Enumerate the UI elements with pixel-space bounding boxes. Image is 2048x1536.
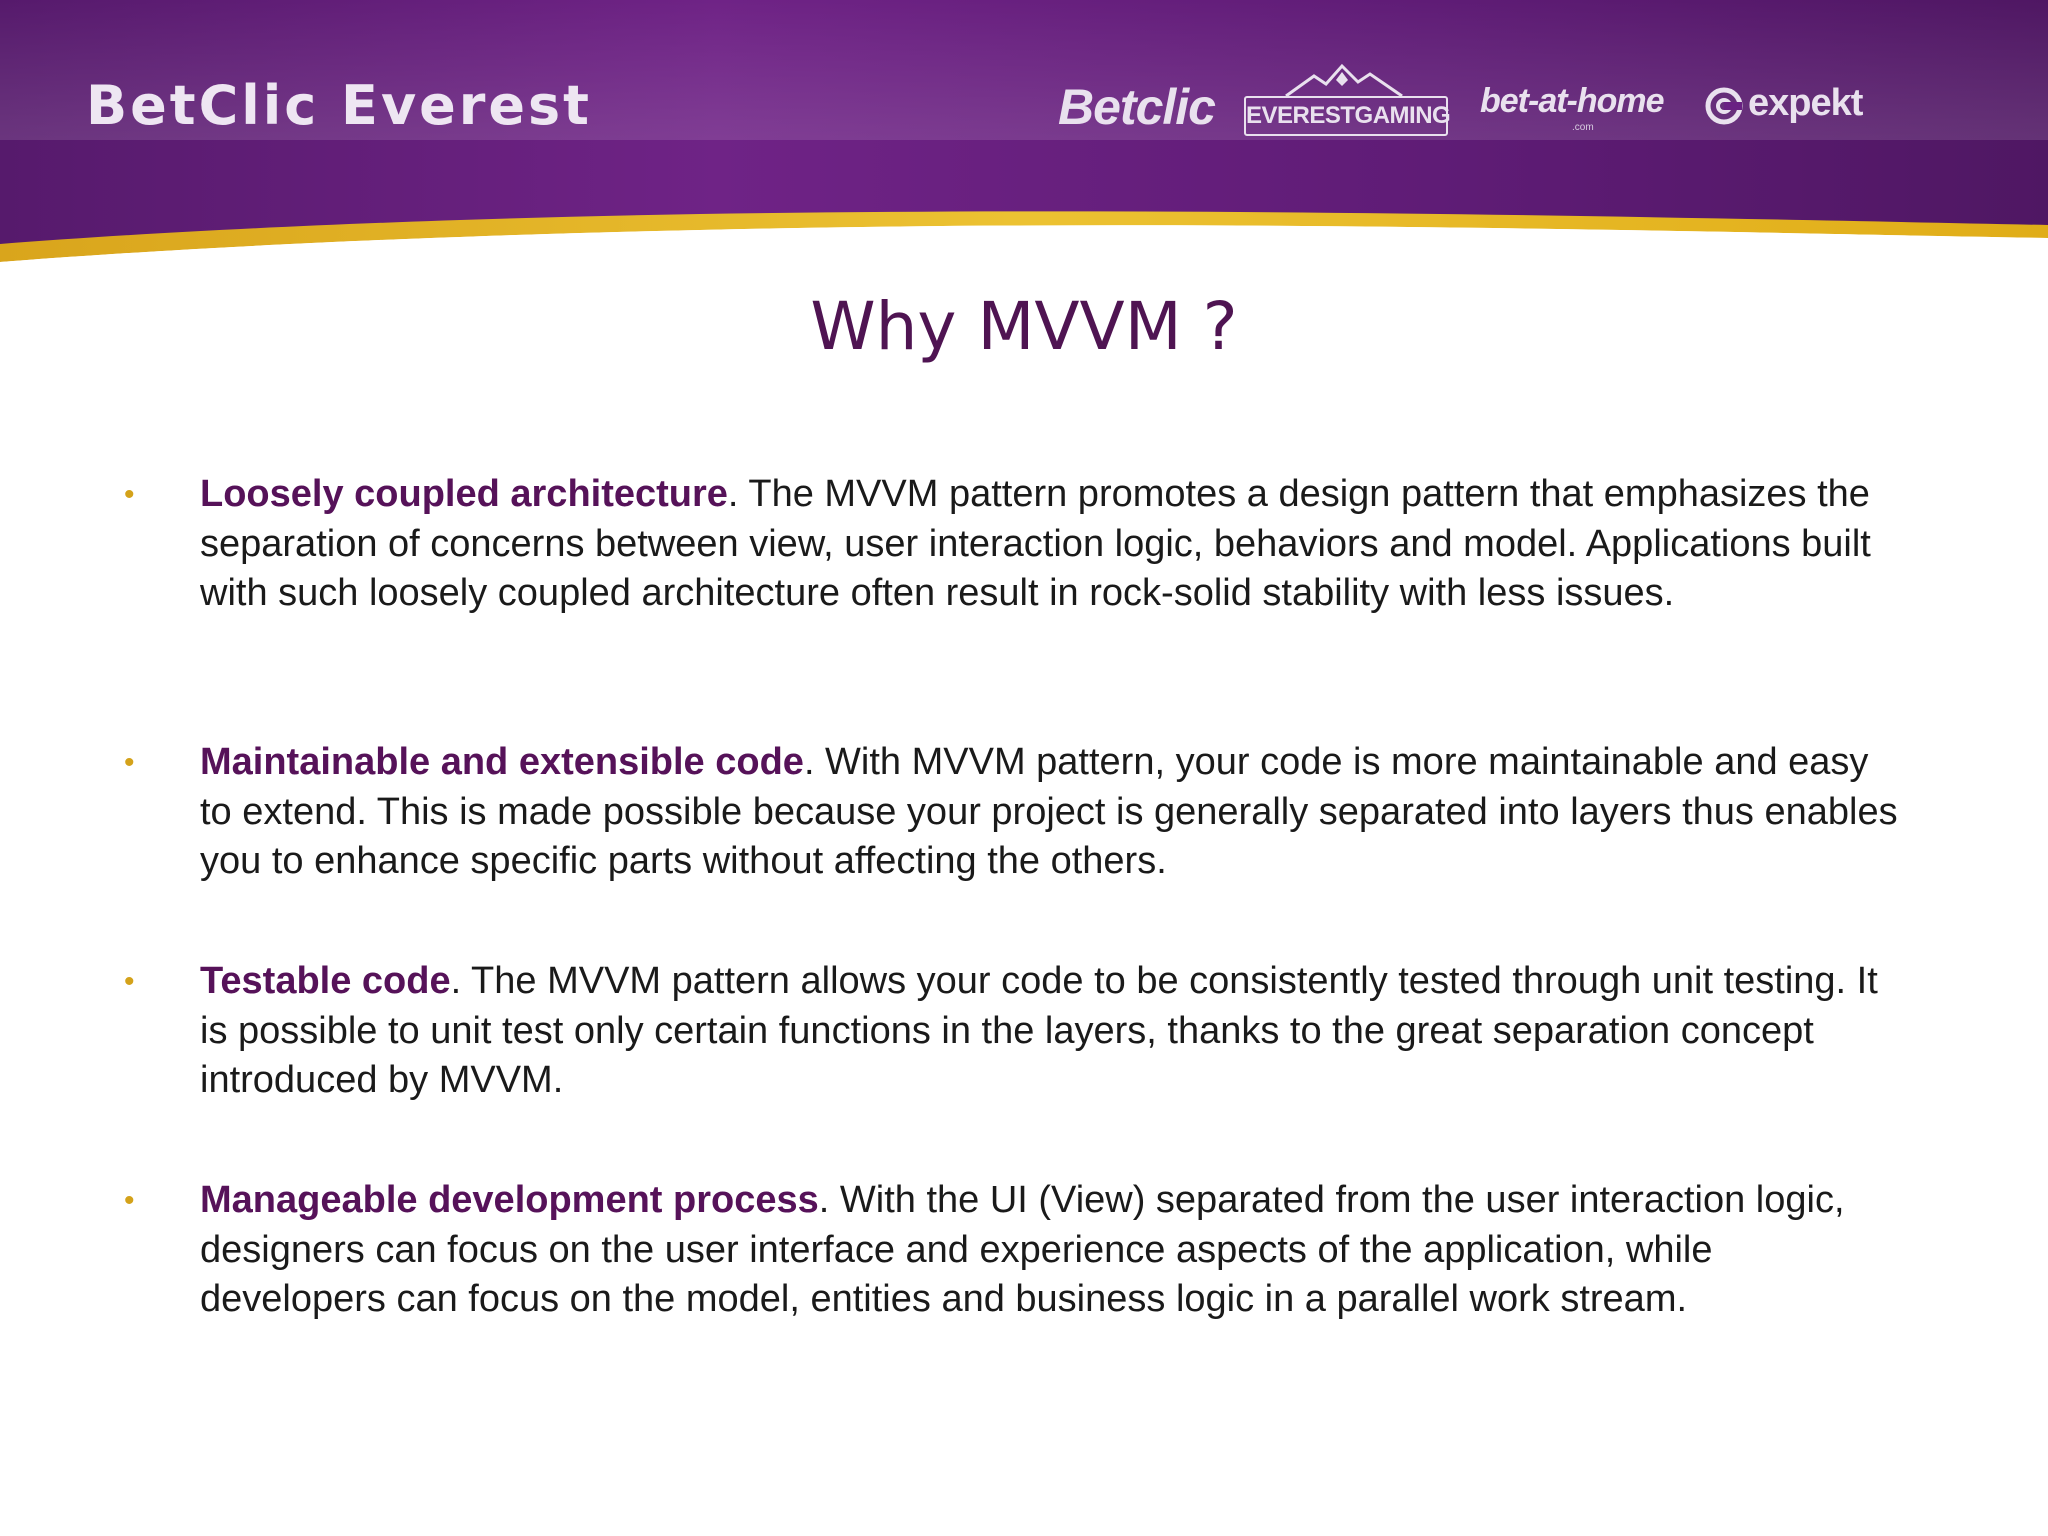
bullet-term: Loosely coupled architecture xyxy=(200,473,728,515)
banner-background xyxy=(0,0,2048,300)
bullet-item xyxy=(124,1176,1900,1325)
brand-title: BetClic Everest xyxy=(86,74,592,137)
bullet-term: Testable code xyxy=(200,960,451,1002)
bet-at-home-logo: bet-at-home xyxy=(1480,82,1664,120)
bullet-text: . With the UI (View) separated from the user interaction logic, designers can focus on the user interface and experience aspects of the application, while developers can focus on the model, entities and business logic in a parallel work stream. xyxy=(200,1179,1845,1320)
bullet-term: Manageable development process xyxy=(200,1179,819,1221)
bullet-text: . The MVVM pattern promotes a design pattern that emphasizes the separation of concerns between view, user interaction logic, behaviors and model. Applications built with such loosely coupled architecture often result in rock-solid stability with less issues. xyxy=(200,473,1871,614)
mountain-icon xyxy=(1284,62,1404,98)
bullet-text: . With MVVM pattern, your code is more maintainable and easy to extend. This is made possible because your project is generally separated into layers thus enables you to enhance specific parts without affecting the others. xyxy=(200,741,1898,882)
expekt-spiral-icon xyxy=(1704,86,1744,126)
slide-title: Why MVVM ? xyxy=(810,288,1238,365)
bullet-term: Maintainable and extensible code xyxy=(200,741,804,783)
bullet-dot-icon: • xyxy=(124,746,135,779)
bullet-dot-icon: • xyxy=(124,1184,135,1217)
bullet-item xyxy=(124,470,1900,619)
everest-gaming-logo xyxy=(1244,62,1451,138)
expekt-wordmark: expekt xyxy=(1748,82,1863,124)
bet-at-home-domain: .com xyxy=(1572,122,1594,133)
everest-gaming-wordmark: EVERESTGAMING xyxy=(1244,96,1448,136)
bullet-item xyxy=(124,957,1900,1106)
betclic-logo: Betclic xyxy=(1058,79,1215,135)
header-banner xyxy=(0,0,2048,300)
bullet-dot-icon: • xyxy=(124,478,135,511)
bullet-dot-icon: • xyxy=(124,965,135,998)
bullet-item xyxy=(124,738,1900,887)
bullet-text: . The MVVM pattern allows your code to be consistently tested through unit testing. It is possible to unit test only certain functions in the layers, thanks to the great separation concept introduced by MVVM. xyxy=(200,960,1878,1101)
